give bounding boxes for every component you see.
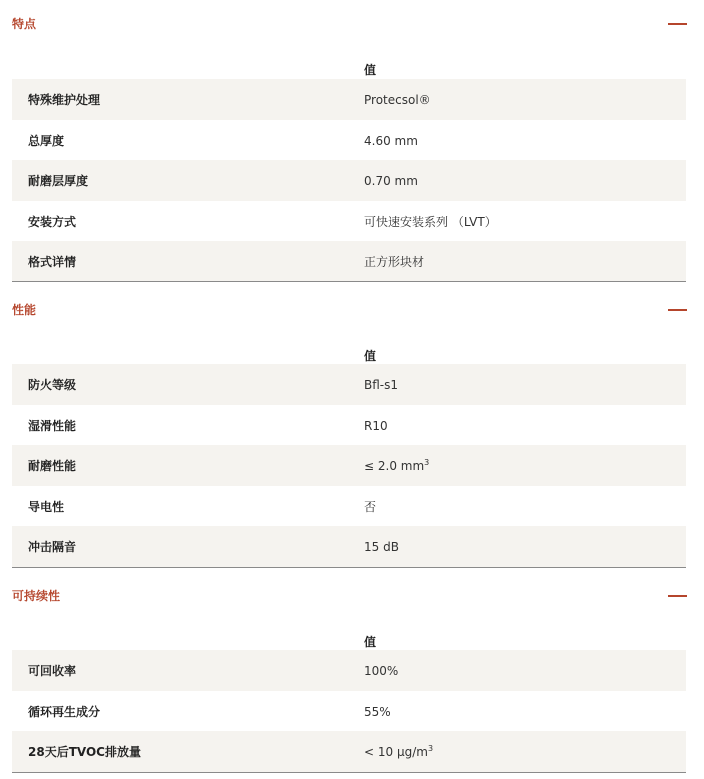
row-value: R10 — [364, 419, 388, 433]
row-value: 正方形块材 — [364, 255, 425, 269]
section-title: 性能 — [12, 303, 37, 317]
row-value — [364, 744, 433, 760]
row-key: 湿滑性能 — [28, 419, 77, 433]
section-header[interactable] — [0, 582, 704, 610]
table-row — [12, 241, 686, 282]
row-key: 耐磨层厚度 — [28, 174, 89, 188]
section-sustainability — [0, 582, 704, 779]
row-value: 0.70 mm — [364, 174, 418, 188]
row-value: Bfl-s1 — [364, 378, 399, 392]
superscript: 3 — [427, 744, 434, 753]
section-title: 可持续性 — [12, 589, 61, 603]
row-key: 总厚度 — [28, 134, 65, 148]
table-row — [12, 445, 686, 486]
table-row — [12, 526, 686, 567]
row-value: Protecsol® — [364, 93, 431, 107]
table-row — [12, 79, 686, 120]
row-key: 防火等级 — [28, 378, 77, 392]
value-column-header: 值 — [364, 63, 377, 77]
table-row — [12, 364, 686, 405]
value-column-header: 值 — [364, 349, 377, 363]
table-bottom-divider — [12, 567, 686, 568]
row-value: 否 — [364, 500, 377, 514]
table-row — [12, 731, 686, 772]
row-key: 特殊维护处理 — [28, 93, 101, 107]
row-key: 可回收率 — [28, 664, 77, 678]
row-key: 导电性 — [28, 500, 65, 514]
collapse-minus-icon[interactable] — [668, 595, 687, 597]
table-row — [12, 120, 686, 161]
collapse-minus-icon[interactable] — [668, 23, 687, 25]
row-key: 耐磨性能 — [28, 459, 77, 473]
value-column-header: 值 — [364, 635, 377, 649]
table-bottom-divider — [12, 772, 686, 773]
row-value: 4.60 mm — [364, 134, 418, 148]
row-value — [364, 458, 429, 474]
row-value: 55% — [364, 705, 391, 719]
collapse-minus-icon[interactable] — [668, 309, 687, 311]
section-header[interactable] — [0, 296, 704, 324]
section-performance — [0, 296, 704, 568]
row-key: 格式详情 — [28, 255, 77, 269]
row-key: 28天后TVOC排放量 — [28, 745, 141, 759]
row-key: 循环再生成分 — [28, 705, 101, 719]
table-bottom-divider — [12, 281, 686, 282]
table-row — [12, 201, 686, 242]
table-row — [12, 486, 686, 527]
row-key: 安装方式 — [28, 215, 77, 229]
row-value: 15 dB — [364, 540, 399, 554]
value-text: ≤ 2.0 mm — [364, 459, 425, 473]
section-header[interactable] — [0, 10, 704, 38]
row-key: 冲击隔音 — [28, 540, 77, 554]
row-value: 可快速安装系列 （LVT） — [364, 215, 497, 229]
table-row — [12, 691, 686, 732]
table-row — [12, 650, 686, 691]
table-row — [12, 405, 686, 446]
table-row — [12, 160, 686, 201]
section-title: 特点 — [12, 17, 37, 31]
value-text: < 10 µg/m — [364, 745, 428, 759]
section-features — [0, 10, 704, 282]
row-value: 100% — [364, 664, 399, 678]
superscript: 3 — [424, 458, 430, 467]
